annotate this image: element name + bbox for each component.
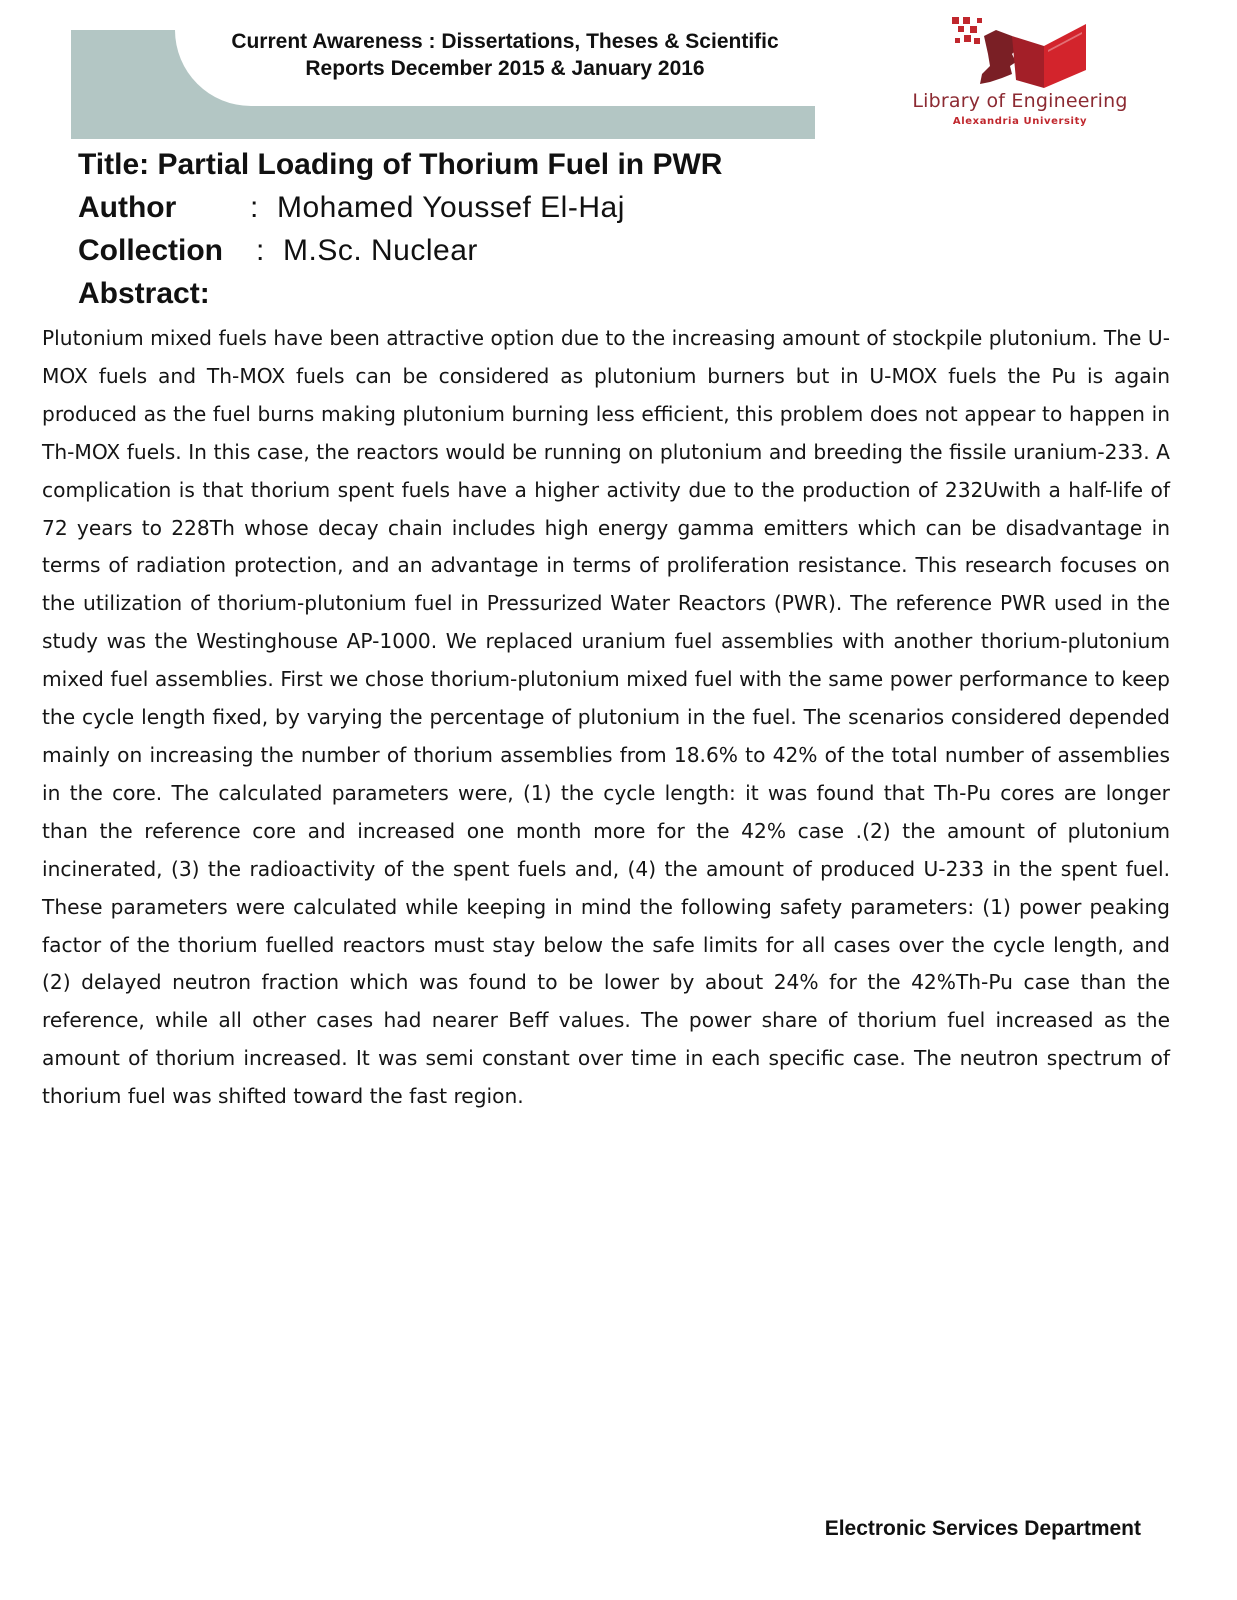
header-title [175, 28, 835, 82]
record-metadata [78, 143, 722, 315]
header-line-2: Reports December 2015 & January 2016 [305, 57, 705, 80]
collection-row [78, 229, 722, 272]
abstract-label: Abstract: [78, 277, 210, 310]
author-row [78, 186, 722, 229]
logo-subtitle: Alexandria University [952, 116, 1088, 127]
title-label: Title: [78, 148, 150, 181]
logo-name: Library of Engineering [912, 90, 1128, 112]
collection-label: Collection [78, 234, 224, 267]
author-label: Author [78, 191, 177, 224]
record-title: Partial Loading of Thorium Fuel in PWR [157, 148, 723, 181]
library-logo [880, 10, 1160, 135]
header-line-1: Current Awareness : Dissertations, Theses & Scientific [231, 30, 779, 53]
author-separator: : [250, 191, 259, 224]
abstract-heading-row [78, 272, 722, 315]
collection-value: M.Sc. Nuclear [283, 234, 478, 267]
author-value: Mohamed Youssef El-Haj [277, 191, 625, 224]
abstract-text: Plutonium mixed fuels have been attractive option due to the increasing amount of stockpile plutonium. The U-MOX fuels and Th-MOX fuels can be considered as plutonium burners but in U-MOX fuels the Pu is again produced as the fuel burns making plutonium burning less efficient, this problem does not appear to happen in Th-MOX fuels. In this case, the reactors would be running on plutonium and breeding the fissile uranium-233. A complication is that thorium spent fuels have a higher activity due to the production of 232Uwith a half-life of 72 years to 228Th whose decay chain includes high energy gamma emitters which can be disadvantage in terms of radiation protection, and an advantage in terms of proliferation resistance. This research focuses on the utilization of thorium-plutonium fuel in Pressurized Water Reactors (PWR). The reference PWR used in the study was the Westinghouse AP-1000. We replaced uranium fuel assemblies with another thorium-plutonium mixed fuel assemblies. First we chose thorium-plutonium mixed fuel with the same power performance to keep the cycle length fixed, by varying the percentage of plutonium in the fuel. The scenarios considered depended mainly on increasing the number of thorium assemblies from 18.6% to 42% of the total number of assemblies in the core. The calculated parameters were, (1) the cycle length: it was found that Th-Pu cores are longer than the reference core and increased one month more for the 42% case .(2) the amount of plutonium incinerated, (3) the radioactivity of the spent fuels and, (4) the amount of produced U-233 in the spent fuel. These parameters were calculated while keeping in mind the following safety parameters: (1) power peaking factor of the thorium fuelled reactors must stay below the safe limits for all cases over the cycle length, and (2) delayed neutron fraction which was found to be lower by about 24% for the 42%Th-Pu case than the reference, while all other cases had nearer Beff values. The power share of thorium fuel increased as the amount of thorium increased. It was semi constant over time in each specific case. The neutron spectrum of thorium fuel was shifted toward the fast region. [42, 326, 1170, 1109]
book-profile-icon [950, 14, 1090, 90]
title-row [78, 143, 722, 186]
collection-separator: : [256, 234, 265, 267]
footer-department: Electronic Services Department [824, 1517, 1141, 1540]
